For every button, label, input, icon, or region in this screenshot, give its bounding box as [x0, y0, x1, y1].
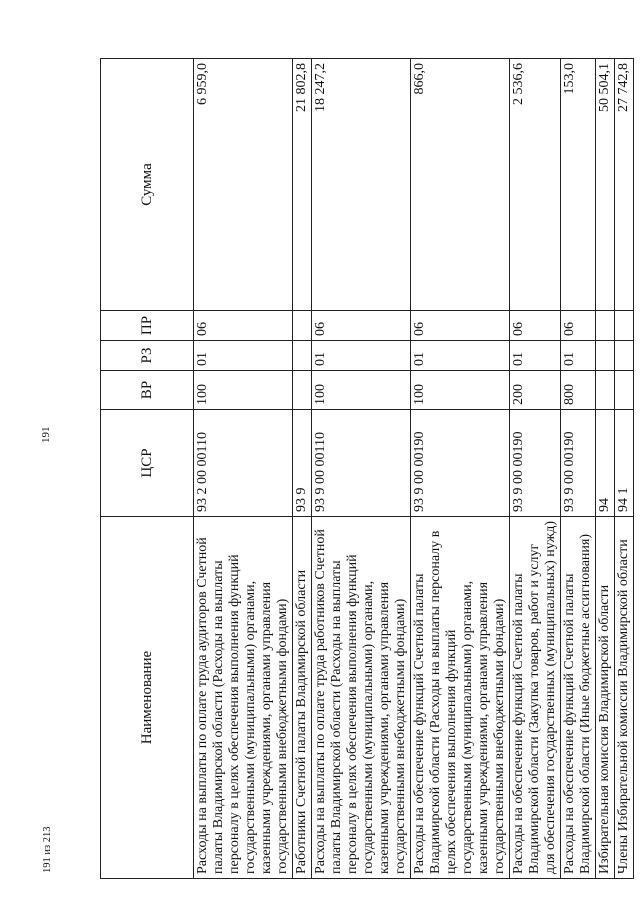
- cell-sum: 27 742,8: [615, 59, 634, 311]
- cell-name: Члены Избирательной комиссии Владимирской области: [615, 517, 634, 879]
- cell-pr: 06: [194, 311, 293, 341]
- cell-rz: 01: [312, 341, 411, 371]
- cell-vr: 800: [561, 371, 596, 410]
- cell-sum: 6 959,0: [194, 59, 293, 311]
- header-rz: РЗ: [101, 341, 194, 371]
- table-header-row: [101, 59, 194, 879]
- cell-sum: 21 802,8: [293, 59, 312, 311]
- cell-rz: 01: [194, 341, 293, 371]
- cell-sum: 50 504,1: [596, 59, 615, 311]
- cell-rz: 01: [510, 341, 561, 371]
- cell-name: Работники Счетной палаты Владимирской области: [293, 517, 312, 879]
- cell-name: Избирательная комиссия Владимирской области: [596, 517, 615, 879]
- cell-pr: [596, 311, 615, 341]
- cell-sum: 2 536,6: [510, 59, 561, 311]
- cell-pr: [293, 311, 312, 341]
- cell-csr: 93 9 00 00110: [312, 410, 411, 517]
- header-sum: Сумма: [101, 59, 194, 311]
- cell-vr: [615, 371, 634, 410]
- cell-vr: 100: [312, 371, 411, 410]
- cell-csr: 94 1: [615, 410, 634, 517]
- cell-name: Расходы на выплаты по оплате труда аудиторов Счетной палаты Владимирской области (Расходы на выплаты персоналу в целях обеспечения выполнения функций государственными (муниципальными) органами, казенными учреждениями, органами управления государственными внебюджетными фондами): [194, 517, 293, 879]
- cell-pr: 06: [561, 311, 596, 341]
- budget-table: [100, 58, 634, 879]
- cell-rz: 01: [411, 341, 510, 371]
- table-row: [561, 59, 596, 879]
- header-name: Наименование: [101, 517, 194, 879]
- cell-vr: 200: [510, 371, 561, 410]
- cell-pr: 06: [312, 311, 411, 341]
- cell-name: Расходы на обеспечение функций Счетной палаты Владимирской области (Закупка товаров, работ и услуг для обеспечения государственных (муниципальных) нужд): [510, 517, 561, 879]
- table-row: [596, 59, 615, 879]
- page-number: 191: [40, 426, 52, 443]
- cell-csr: 93 9 00 00190: [510, 410, 561, 517]
- cell-rz: [615, 341, 634, 371]
- table-row: [293, 59, 312, 879]
- header-vr: ВР: [101, 371, 194, 410]
- header-csr: ЦСР: [101, 410, 194, 517]
- cell-rz: [596, 341, 615, 371]
- cell-sum: 866,0: [411, 59, 510, 311]
- cell-name: Расходы на выплаты по оплате труда работников Счетной палаты Владимирской области (Расходы на выплаты персоналу в целях обеспечения выполнения функций государственными (муниципальными) органами, казенными учреждениями, органами управления государственными внебюджетными фондами): [312, 517, 411, 879]
- table-row: [510, 59, 561, 879]
- table-row: [312, 59, 411, 879]
- cell-pr: [615, 311, 634, 341]
- cell-sum: 18 247,2: [312, 59, 411, 311]
- cell-csr: 93 2 00 00110: [194, 410, 293, 517]
- cell-rz: 01: [561, 341, 596, 371]
- cell-vr: [293, 371, 312, 410]
- cell-csr: 93 9 00 00190: [561, 410, 596, 517]
- cell-pr: 06: [510, 311, 561, 341]
- cell-name: Расходы на обеспечение функций Счетной палаты Владимирской области (Иные бюджетные ассигнования): [561, 517, 596, 879]
- cell-csr: 93 9: [293, 410, 312, 517]
- cell-vr: 100: [194, 371, 293, 410]
- cell-name: Расходы на обеспечение функций Счетной палаты Владимирской области (Расходы на выплаты персоналу в целях обеспечения выполнения функций государственными (муниципальными) органами, казенными учреждениями, органами управления государственными внебюджетными фондами): [411, 517, 510, 879]
- page-of-total: 191 из 213: [42, 826, 53, 873]
- rotated-table-wrapper: [100, 59, 634, 879]
- cell-vr: 100: [411, 371, 510, 410]
- cell-csr: 93 9 00 00190: [411, 410, 510, 517]
- table-row: [194, 59, 293, 879]
- cell-pr: 06: [411, 311, 510, 341]
- table-row: [615, 59, 634, 879]
- cell-vr: [596, 371, 615, 410]
- cell-sum: 153,0: [561, 59, 596, 311]
- header-pr: ПР: [101, 311, 194, 341]
- table-row: [411, 59, 510, 879]
- cell-csr: 94: [596, 410, 615, 517]
- cell-rz: [293, 341, 312, 371]
